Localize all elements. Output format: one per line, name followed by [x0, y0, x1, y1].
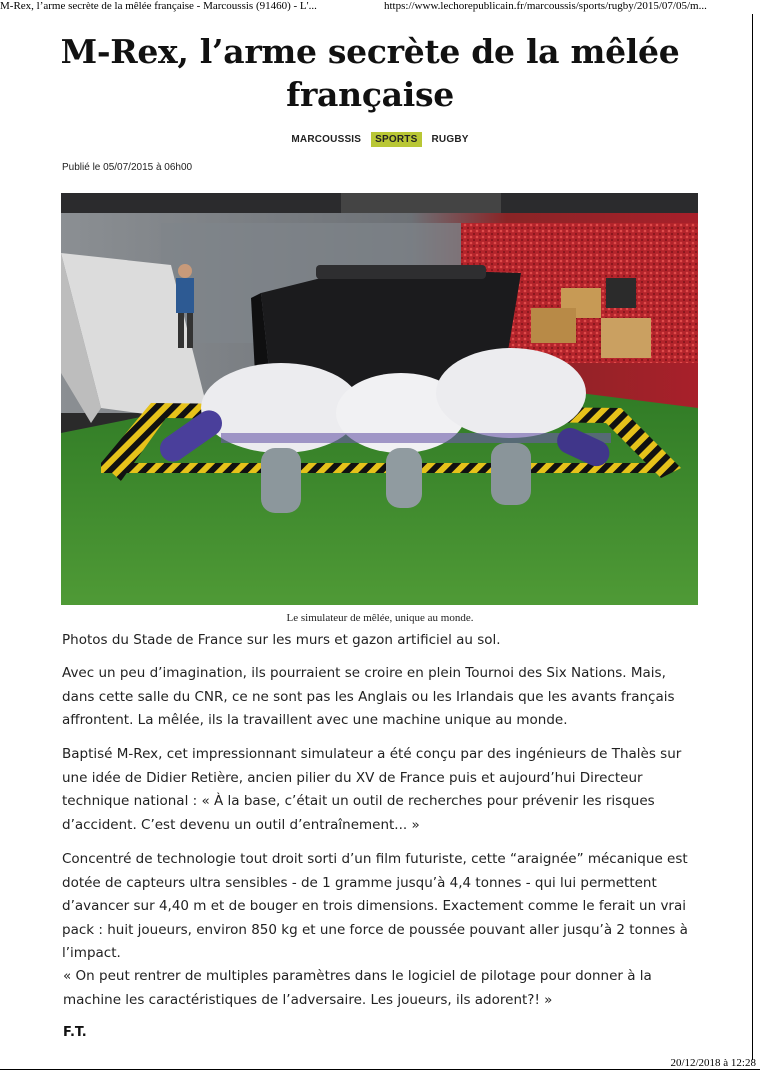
tag-rugby[interactable]: RUGBY — [431, 134, 469, 145]
publish-date: Publié le 05/07/2015 à 06h00 — [62, 162, 193, 173]
article-tags — [0, 132, 760, 147]
page-border-bottom — [0, 1069, 760, 1070]
photo-caption: Le simulateur de mêlée, unique au monde. — [286, 612, 474, 624]
print-page-title: M-Rex, l’arme secrète de la mêlée française - Marcoussis (91460) - L'... — [0, 0, 317, 12]
article-paragraph-2: Avec un peu d’imagination, ils pourraient se croire en plein Tournoi des Six Nations. Mais, dans cette salle du CNR, ce ne sont pas les Anglais ou les Irlandais que les avants français affrontent. La mêlée, ils la travaillent avec une machine unique au monde. — [62, 665, 675, 728]
article-title: M-Rex, l’arme secrète de la mêlée française — [60, 32, 680, 114]
article-quote: « On peut rentrer de multiples paramètres dans le logiciel de pilotage pour donner à la machine les caractéristiques de l’adversaire. Les joueurs, ils adorent?! » — [63, 968, 652, 1008]
article-paragraph-1: Photos du Stade de France sur les murs et gazon artificiel au sol. — [62, 632, 501, 648]
tag-sports[interactable]: SPORTS — [371, 132, 421, 147]
page-border-right — [752, 14, 753, 1060]
article-paragraph-4: Concentré de technologie tout droit sorti d’un film futuriste, cette “araignée” mécanique est dotée de capteurs ultra sensibles - de 1 gramme jusqu’à 4,4 tonnes - qui lui permettent d’avancer sur 4,40 m et de bouger en trois dimensions. Exactement comme le ferait un vrai pack : huit joueurs, environ 850 kg et une force de poussée pouvant aller jusqu’à 2 tonnes à l’impact. — [62, 851, 688, 961]
article-photo — [61, 193, 698, 605]
print-url[interactable]: https://www.lechorepublicain.fr/marcoussis/sports/rugby/2015/07/05/m... — [384, 0, 707, 12]
tag-marcoussis[interactable]: MARCOUSSIS — [291, 134, 362, 145]
scrum-simulator-photo — [61, 193, 698, 605]
article-paragraph-3: Baptisé M-Rex, cet impressionnant simulateur a été conçu par des ingénieurs de Thalès sur une idée de Didier Retière, ancien pilier du XV de France puis et aujourd’hui Directeur technique national : « À la base, c’était un outil de recherches pour prévenir les risques d’accident. C’est devenu un outil d’entraînement... » — [62, 746, 682, 833]
print-timestamp: 20/12/2018 à 12:28 — [670, 1057, 756, 1069]
article-signature: F.T. — [63, 1025, 87, 1040]
print-header — [0, 0, 760, 14]
